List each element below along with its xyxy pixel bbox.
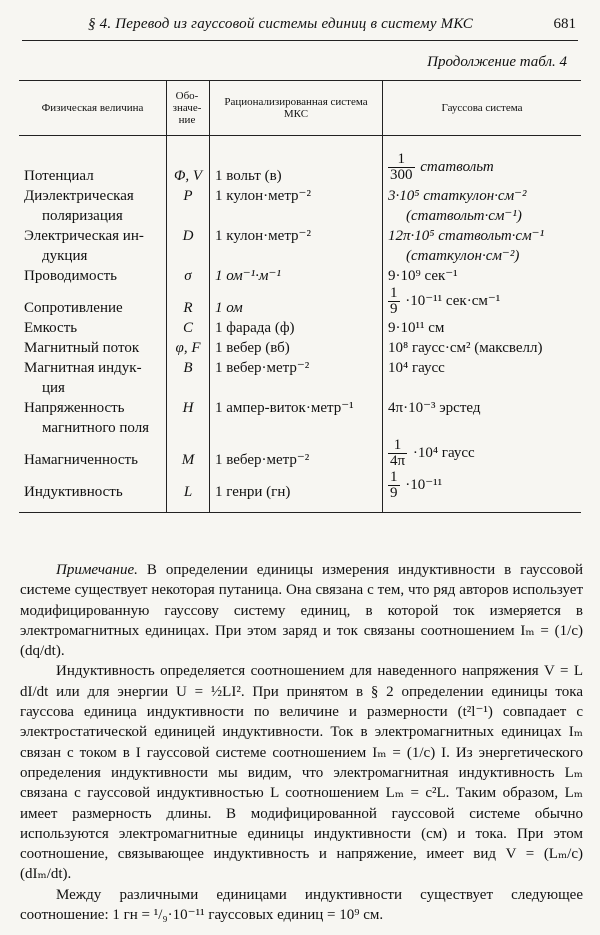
fraction: $\frac{1}{300}$: [390, 151, 413, 183]
col-gauss: Гауссова система: [383, 81, 582, 136]
fraction: $\frac{1}{9}$: [390, 285, 398, 317]
table-row: Электрическая ин- дукция D 1 кулон·метр⁻² 12π·10⁵ статвольт·см⁻¹ (статкулон·см⁻²): [19, 226, 581, 266]
running-title: § 4. Перевод из гауссовой системы единиц в систему МКС: [88, 16, 473, 32]
units-table: [19, 80, 581, 513]
note-paragraph-3: Между различными единицами индуктивности существует следующее соотношение: 1 гн = ¹/₉·10⁻¹¹ гауссовых единиц = 10⁹ см.: [20, 886, 583, 924]
table-row: Диэлектрическая поляризация P 1 кулон·метр⁻² 3·10⁵ статкулон·см⁻² (статвольт·см⁻¹): [19, 186, 581, 226]
table-row: Индуктивность L 1 генри (гн) $\frac{1}{9}$ ·10⁻¹¹: [19, 470, 581, 513]
table-row: Магнитный поток φ, F 1 вебер (вб) 10⁸ гаусс·см² (максвелл): [19, 338, 581, 358]
page-number: 681: [553, 16, 576, 32]
table-row: Магнитная индук- ция B 1 вебер·метр⁻² 10⁴ гаусс: [19, 358, 581, 398]
fraction: $\frac{1}{4\pi}$: [390, 437, 406, 469]
table-header-row: [19, 81, 581, 136]
note-paragraph-1: Примечание. В определении единицы измерения индуктивности в гауссовой системе существует некоторая путаница. Она связана с тем, что ряд авторов использует модифицированную гауссову систему единиц, в которой ток измеряется в электромагнитных единицах. При этом заряд и ток связаны соотношением Iₘ = (1/c) (dq/dt).: [20, 562, 584, 660]
table-row: Намагниченность M 1 вебер·метр⁻² $\frac{1}{4\pi}$ ·10⁴ гаусс: [19, 438, 581, 470]
note-section: [20, 560, 583, 925]
col-quantity: Физическая величина: [19, 81, 167, 136]
table-caption: Продолжение табл. 4: [427, 54, 567, 70]
header-rule: [22, 40, 578, 41]
col-symbol: Обо-значе-ние: [167, 81, 210, 136]
col-mks: Рационализированная система МКС: [210, 81, 383, 136]
table-row: Потенциал Φ, V 1 вольт (в) $\frac{1}{300}$ статвольт: [19, 152, 581, 186]
fraction: $\frac{1}{9}$: [390, 469, 398, 501]
table-row: Сопротивление R 1 ом $\frac{1}{9}$ ·10⁻¹¹ сек·см⁻¹: [19, 286, 581, 318]
page-header: [22, 14, 578, 40]
table-row: Проводимость σ 1 ом⁻¹·м⁻¹ 9·10⁹ сек⁻¹: [19, 266, 581, 286]
table-row: Емкость C 1 фарада (ф) 9·10¹¹ см: [19, 318, 581, 338]
table-row: Напряженность магнитного поля H 1 ампер-виток·метр⁻¹ 4π·10⁻³ эрстед: [19, 398, 581, 438]
note-paragraph-2: Индуктивность определяется соотношением для наведенного напряжения V = L dI/dt или для энергии U = ½LI². При принятом в § 2 определении единицы тока гауссова единица индуктивности по величине и размерности (t²l⁻¹) совпадает с электростатической единицей индуктивности. Ток в электромагнитных единицах Iₘ связан с током в I гауссовой системе соотношением Iₘ = (1/c) I. Из энергетического определения индуктивности мы видим, что электромагнитная индуктивность Lₘ связана с гауссовой индуктивностью L соотношением Lₘ = c²L. Таким образом, Lₘ имеет размерность длины. В модифицированной гауссовой системе обычно используются электромагнитные единицы индуктивности (см) и тока. При этом соотношение, связывающее индуктивность и напряжение, имеет вид V = (Lₘ/c) (dIₘ/dt).: [20, 663, 583, 883]
